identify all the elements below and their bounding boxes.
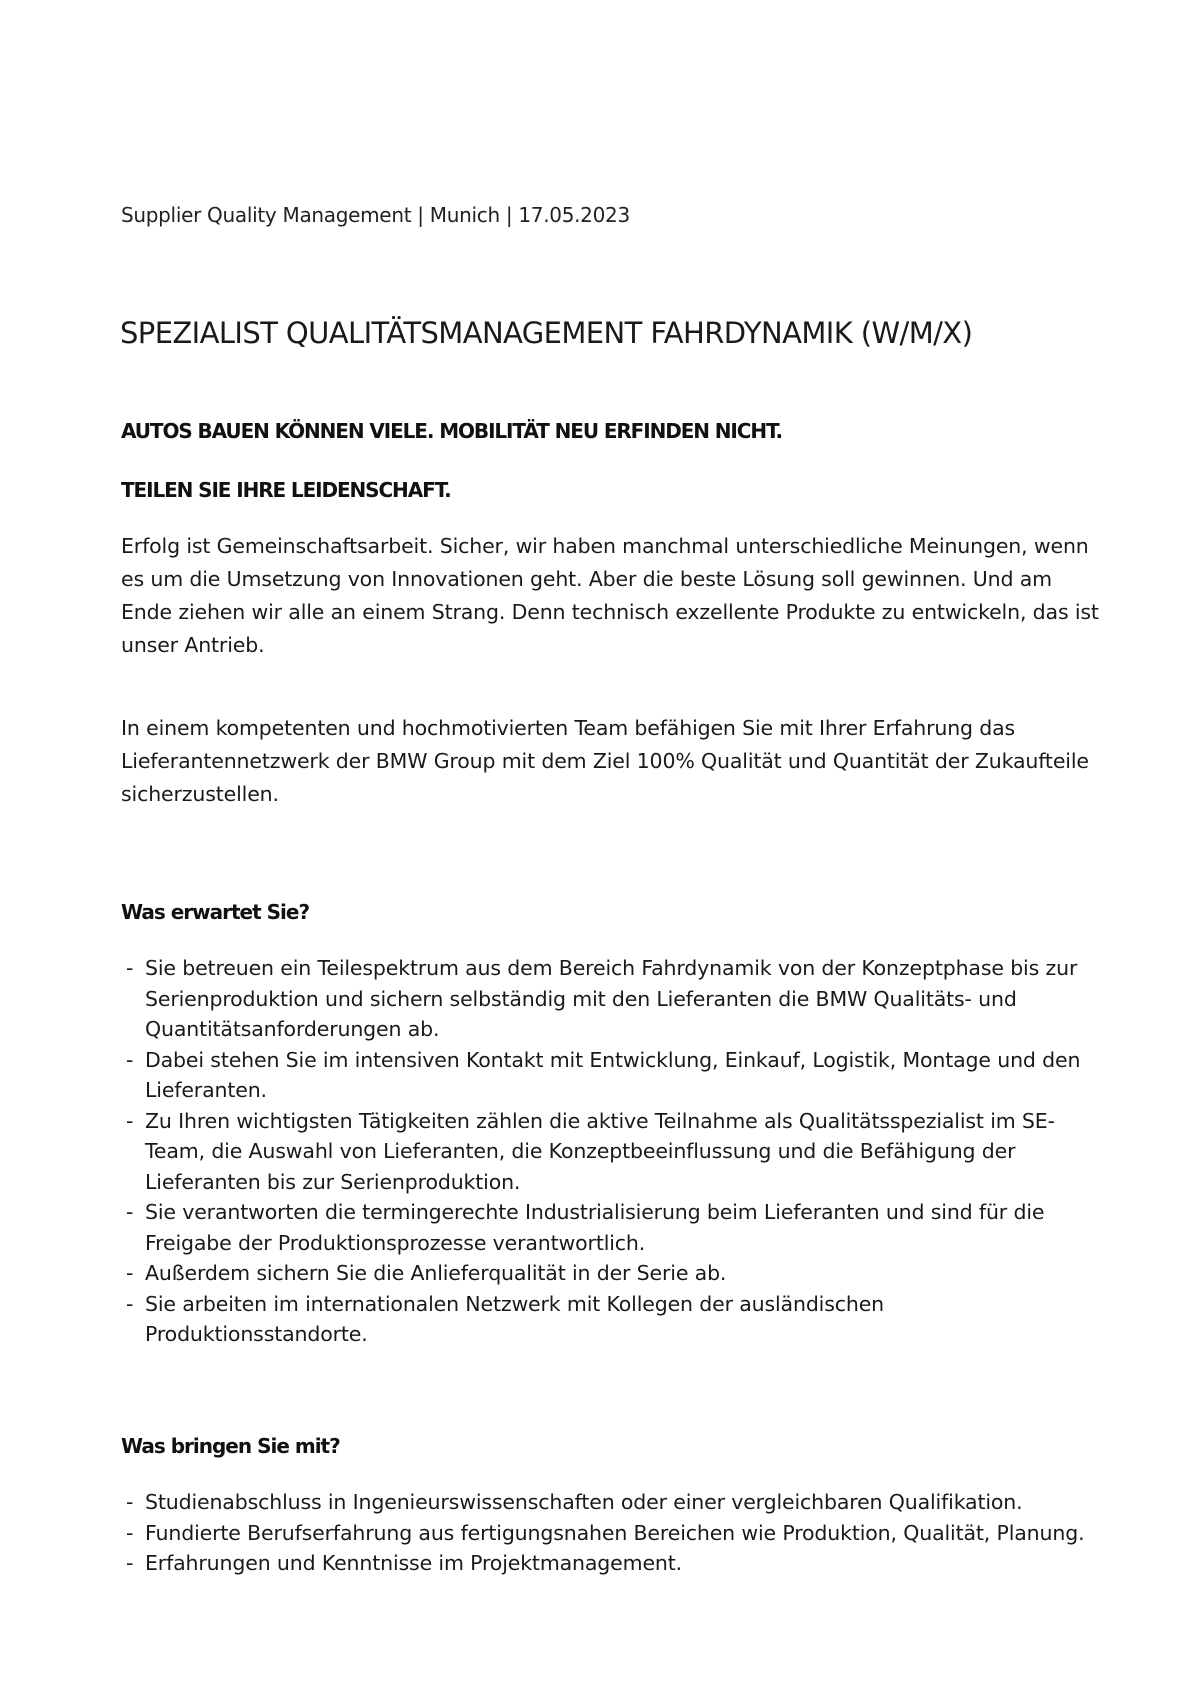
bring-list [126,1487,1096,1579]
job-meta-line: Supplier Quality Management | Munich | 17.05.2023 [121,203,630,227]
intro-paragraph-1: Erfolg ist Gemeinschaftsarbeit. Sicher, wir haben manchmal unterschiedliche Meinungen, wenn es um die Umsetzung von Innovationen geht. Aber die beste Lösung soll gewinnen. Und am Ende ziehen wir alle an einem Strang. Denn technisch exzellente Produkte zu entwickeln, das ist unser Antrieb. [121,534,1099,657]
page-title: SPEZIALIST QUALITÄTSMANAGEMENT FAHRDYNAMIK (W/M/X) [120,316,973,350]
list-item: - Fundierte Berufserfahrung aus fertigungsnahen Bereichen wie Produktion, Qualität, Planung. [126,1518,1096,1549]
intro-paragraph-2: In einem kompetenten und hochmotivierten Team befähigen Sie mit Ihrer Erfahrung das Lieferantennetzwerk der BMW Group mit dem Ziel 100% Qualität und Quantität der Zukaufteile sicherzustellen. [121,716,1089,806]
list-item: - Sie betreuen ein Teilespektrum aus dem Bereich Fahrdynamik von der Konzeptphase bis zur Serienproduktion und sichern selbständig mit den Lieferanten die BMW Qualitäts- und Quantitätsanforderungen ab. [126,953,1096,1045]
intro-subhead-1: AUTOS BAUEN KÖNNEN VIELE. MOBILITÄT NEU ERFINDEN NICHT. [121,419,782,443]
list-item: - Sie verantworten die termingerechte Industrialisierung beim Lieferanten und sind für die Freigabe der Produktionsprozesse verantwortlich. [126,1197,1096,1258]
expect-list [126,953,1096,1350]
list-item: - Zu Ihren wichtigsten Tätigkeiten zählen die aktive Teilnahme als Qualitätsspezialist im SE-Team, die Auswahl von Lieferanten, die Konzeptbeeinflussung und die Befähigung der Lieferanten bis zur Serienproduktion. [126,1106,1096,1198]
section-heading-expect: Was erwartet Sie? [121,900,310,924]
intro-subhead-2: TEILEN SIE IHRE LEIDENSCHAFT. [121,478,451,502]
list-item: - Dabei stehen Sie im intensiven Kontakt mit Entwicklung, Einkauf, Logistik, Montage und den Lieferanten. [126,1045,1096,1106]
section-heading-bring: Was bringen Sie mit? [121,1434,340,1458]
list-item: - Erfahrungen und Kenntnisse im Projektmanagement. [126,1548,1096,1579]
list-item: - Sie arbeiten im internationalen Netzwerk mit Kollegen der ausländischen Produktionsstandorte. [126,1289,1096,1350]
list-item: - Studienabschluss in Ingenieurswissenschaften oder einer vergleichbaren Qualifikation. [126,1487,1096,1518]
list-item: - Außerdem sichern Sie die Anlieferqualität in der Serie ab. [126,1258,1096,1289]
